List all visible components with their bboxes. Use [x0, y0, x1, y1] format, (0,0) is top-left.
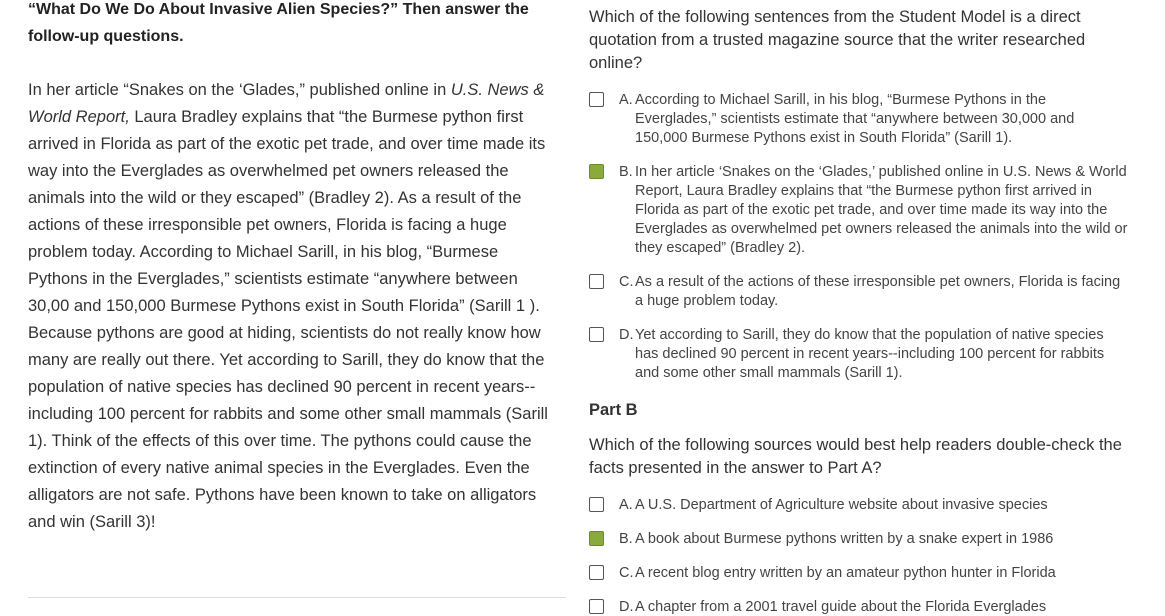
part-b-option-a[interactable] — [589, 496, 1134, 516]
option-letter: A. — [619, 497, 633, 513]
option-text: As a result of the actions of these irresponsible pet owners, Florida is facing a huge problem today. — [635, 274, 1121, 309]
option-letter: D. — [619, 327, 634, 343]
part-a-option-a-checkbox[interactable] — [589, 92, 604, 107]
passage-source-title: U.S. News & World Report, — [28, 81, 545, 126]
part-b-option-b[interactable] — [589, 530, 1134, 550]
part-a-option-d[interactable] — [589, 326, 1134, 384]
option-letter: C. — [619, 274, 634, 290]
part-b-option-d[interactable] — [589, 598, 1134, 616]
part-a-option-c[interactable] — [589, 273, 1134, 313]
part-b-option-d-checkbox[interactable] — [589, 599, 604, 614]
option-letter: C. — [619, 565, 634, 581]
option-text: A chapter from a 2001 travel guide about the Florida Everglades — [635, 599, 1047, 615]
option-text: A book about Burmese pythons written by a snake expert in 1986 — [635, 531, 1054, 547]
option-text: A U.S. Department of Agriculture website about invasive species — [635, 497, 1048, 513]
part-a-option-a[interactable] — [589, 91, 1134, 149]
option-letter: A. — [619, 92, 633, 108]
part-a-question: Which of the following sentences from the Student Model is a direct quotation from a trusted magazine source that the writer researched online? — [589, 8, 1086, 72]
part-b-option-c-checkbox[interactable] — [589, 565, 604, 580]
option-letter: B. — [619, 531, 633, 547]
option-letter: D. — [619, 599, 634, 615]
option-letter: B. — [619, 164, 633, 180]
option-text: According to Michael Sarill, in his blog, “Burmese Pythons in the Everglades,” scientists estimate that “anywhere between 30,000 and 150,000 Burmese Pythons exist in South Florida” (Sarill 1). — [635, 92, 1075, 146]
passage-divider — [28, 597, 566, 598]
part-a-option-d-checkbox[interactable] — [589, 327, 604, 342]
option-text: In her article ‘Snakes on the ‘Glades,’ published online in U.S. News & World Report, Laura Bradley explains that “the Burmese python first arrived in Florida as part of the exotic pet trade, and over time made its way into the Everglades as overwhelmed pet owners released the animals into the wild or they escaped” (Bradley 2). — [635, 164, 1128, 256]
passage-text-part-1: In her article “Snakes on the ‘Glades,” published online in — [28, 81, 451, 99]
part-a-option-c-checkbox[interactable] — [589, 274, 604, 289]
part-b-option-b-checkbox[interactable] — [589, 531, 604, 546]
part-a-option-b[interactable] — [589, 163, 1134, 259]
option-text: Yet according to Sarill, they do know that the population of native species has declined 90 percent in recent years--including 100 percent for rabbits and some other small mammals (Sarill 1). — [635, 327, 1105, 381]
part-b-label: Part B — [589, 401, 638, 419]
part-b-option-a-checkbox[interactable] — [589, 497, 604, 512]
passage-text — [28, 77, 560, 536]
part-b-option-c[interactable] — [589, 564, 1134, 584]
passage-text-part-2: Laura Bradley explains that “the Burmese python first arrived in Florida as part of the exotic pet trade, and over time made its way into the Everglades as overwhelmed pet owners released the animals into the wild or they escaped” (Bradley 2). As a result of the actions of these irresponsible pet owners, Florida is facing a huge problem today. According to Michael Sarill, in his blog, “Burmese Pythons in the Everglades,” scientists estimate “anywhere between 30,00 and 150,000 Burmese Pythons exist in South Florida” (Sarill 1 ). Because pythons are good at hiding, scientists do not really know how many are really out there. Yet according to Sarill, they do know that the population of native species has declined 90 percent in recent years--including 100 percent for rabbits and some other small mammals (Sarill 1). Think of the effects of this over time. The pythons could cause the extinction of every native animal species in the Everglades. Even the alligators are not safe. Pythons have been known to take on alligators and win (Sarill 3)! — [28, 108, 548, 531]
passage-instruction: “What Do We Do About Invasive Alien Species?” Then answer the follow-up questions. — [28, 1, 529, 45]
part-b-question: Which of the following sources would best help readers double-check the facts presented in the answer to Part A? — [589, 436, 1122, 477]
part-a-option-b-checkbox[interactable] — [589, 164, 604, 179]
option-text: A recent blog entry written by an amateur python hunter in Florida — [635, 565, 1056, 581]
